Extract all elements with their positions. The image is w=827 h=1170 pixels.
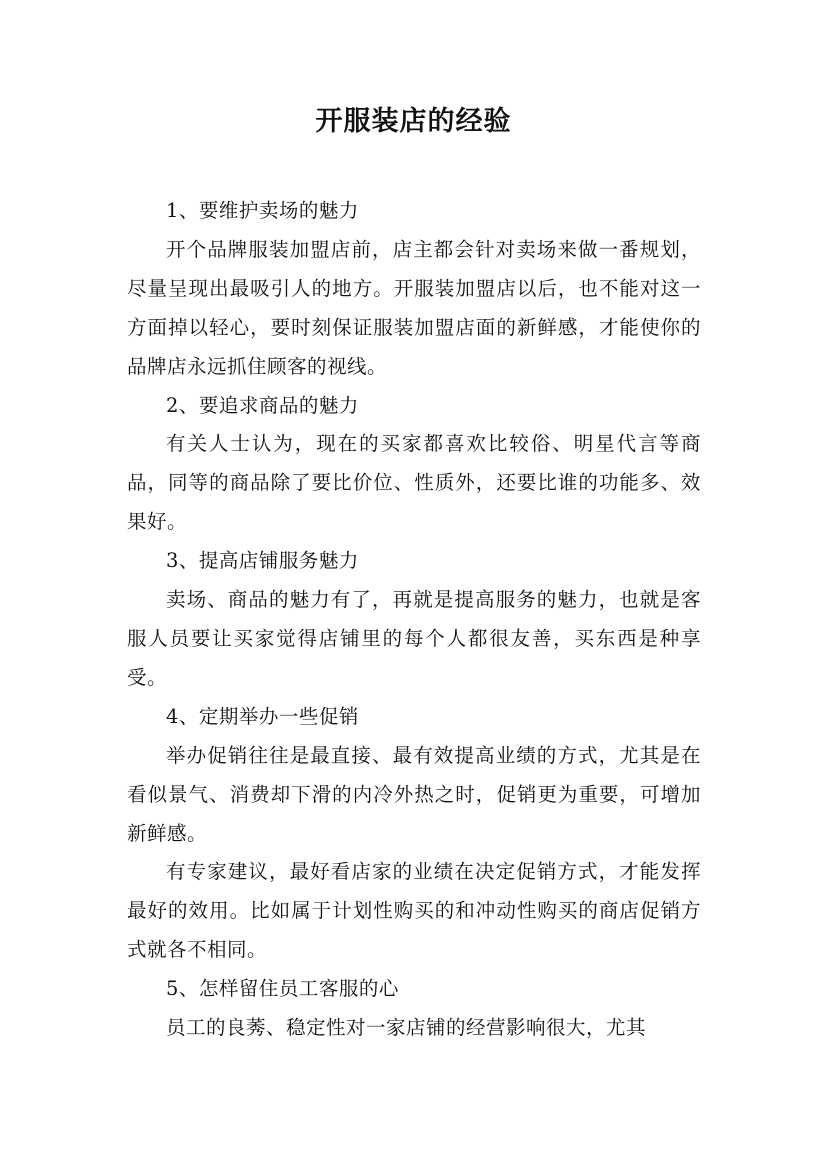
section-heading: 3、提高店铺服务魅力 [166, 549, 359, 573]
paragraph: 卖场、商品的魅力有了，再就是提高服务的魅力，也就是客服人员要让买家觉得店铺里的每个人都很友善，买东西是种享受。 [127, 588, 701, 689]
document-body [127, 192, 701, 1048]
section-heading: 2、要追求商品的魅力 [166, 393, 359, 417]
paragraph: 开个品牌服装加盟店前，店主都会针对卖场来做一番规划，尽量呈现出最吸引人的地方。开服装加盟店以后，也不能对这一方面掉以轻心，要时刻保证服装加盟店面的新鲜感，才能使你的品牌店永远抓住顾客的视线。 [127, 237, 701, 378]
paragraph: 员工的良莠、稳定性对一家店铺的经营影响很大，尤其 [166, 1016, 647, 1040]
paragraph: 有专家建议，最好看店家的业绩在决定促销方式，才能发挥最好的效用。比如属于计划性购买的和冲动性购买的商店促销方式就各不相同。 [127, 860, 701, 962]
document-title: 开服装店的经验 [315, 106, 512, 137]
paragraph: 有关人士认为，现在的买家都喜欢比较俗、明星代言等商品，同等的商品除了要比价位、性质外，还要比谁的功能多、效果好。 [127, 432, 701, 534]
section-heading: 1、要维护卖场的魅力 [166, 199, 359, 222]
section-heading: 4、定期举办一些促销 [166, 704, 359, 728]
section-heading: 5、怎样留住员工客服的心 [166, 977, 399, 1001]
paragraph: 举办促销往往是最直接、最有效提高业绩的方式，尤其是在看似景气、消费却下滑的内冷外热之时，促销更为重要，可增加新鲜感。 [127, 743, 701, 845]
